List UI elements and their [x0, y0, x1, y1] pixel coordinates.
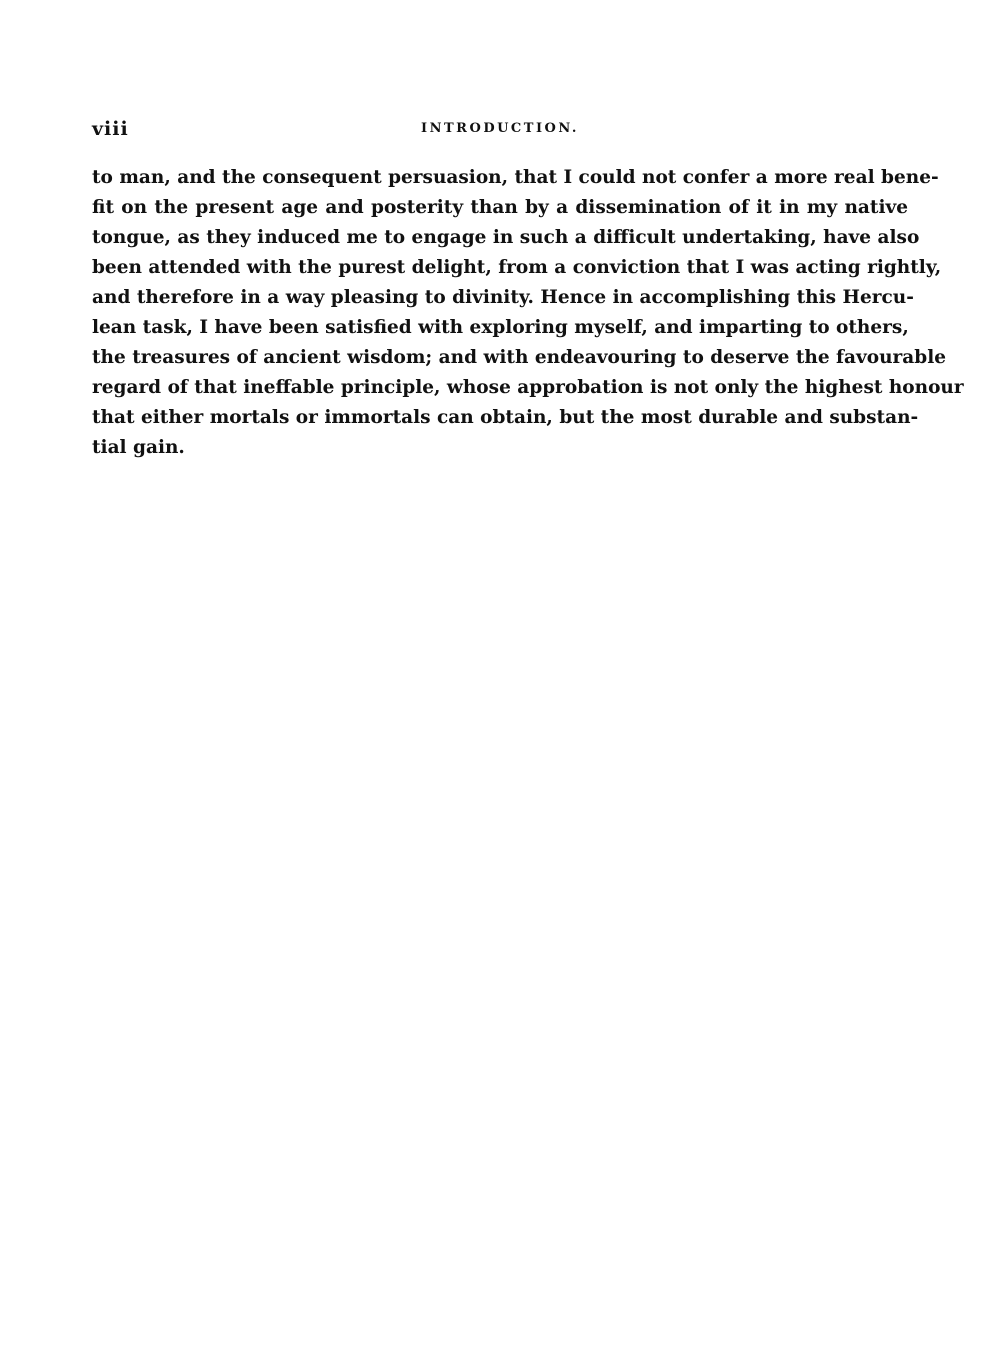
text-line: fit on the present age and posterity than by a dissemination of it in my native — [92, 197, 908, 218]
running-head-title: INTRODUCTION. — [421, 121, 579, 136]
page-number: viii — [92, 118, 129, 140]
text-line: to man, and the consequent persuasion, that I could not confer a more real bene- — [92, 167, 939, 188]
text-line: been attended with the purest delight, from a conviction that I was acting rightly, — [92, 257, 942, 278]
text-line: that either mortals or immortals can obtain, but the most durable and substan- — [92, 407, 919, 428]
running-head — [92, 118, 908, 142]
text-line: regard of that ineffable principle, whose approbation is not only the highest honour — [92, 377, 964, 398]
text-line: the treasures of ancient wisdom; and with endeavouring to deserve the favourable — [92, 347, 946, 368]
text-line: lean task, I have been satisfied with exploring myself, and imparting to others, — [92, 317, 909, 338]
text-line-last: tial gain. — [92, 437, 185, 458]
text-line: tongue, as they induced me to engage in such a difficult undertaking, have also — [92, 227, 920, 248]
text-line: and therefore in a way pleasing to divinity. Hence in accomplishing this Hercu- — [92, 287, 914, 308]
body-paragraph — [92, 163, 964, 463]
